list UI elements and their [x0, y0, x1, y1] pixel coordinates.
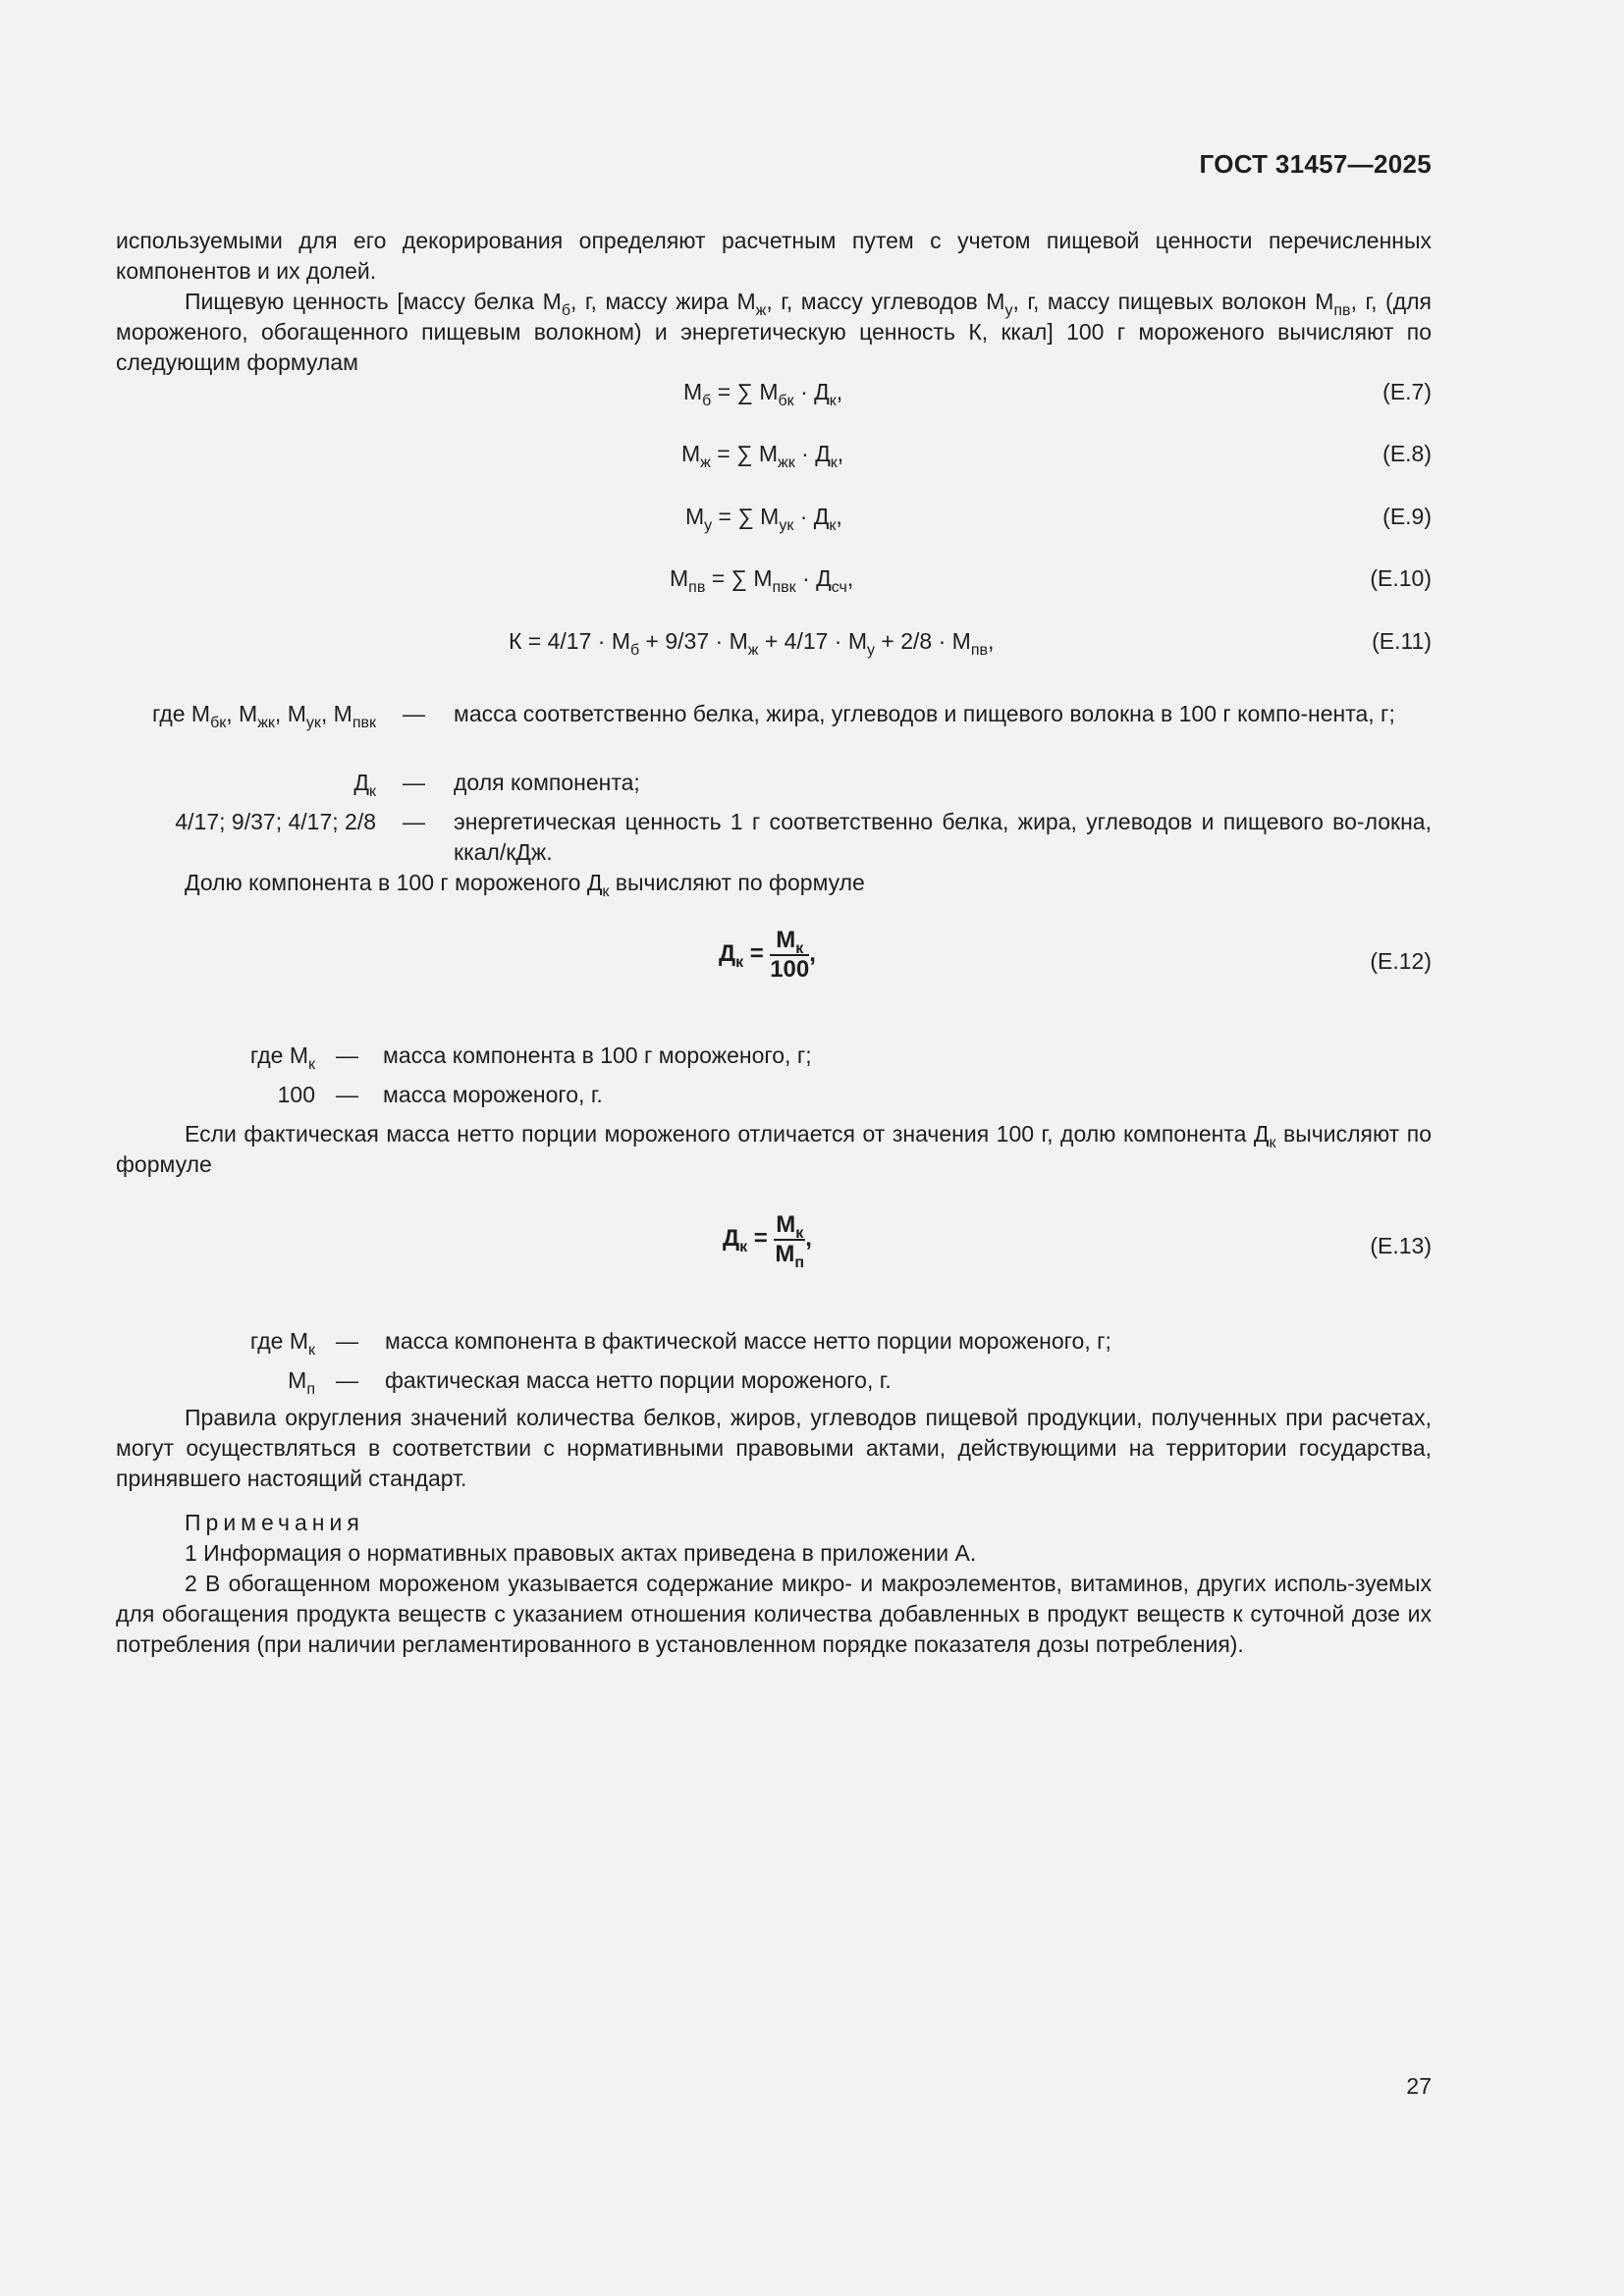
- formula-e8: [116, 439, 1432, 472]
- formula-e7-expression: $М_б$ = ∑ $М_{бк} \cdot Д_к$,: [683, 379, 843, 409]
- formula-e11-expression: $К = 4/17 \cdot М_б + 9/37 \cdot М_ж + 4/17 \cdot М_у + 2/8 \cdot М_{пв}$,: [509, 628, 995, 659]
- legend-dash: —: [403, 770, 425, 795]
- formula-e13: [116, 1211, 1432, 1280]
- formula-e9: [116, 502, 1432, 535]
- formula-e12: [116, 927, 1432, 995]
- legend-term: 100: [277, 1082, 315, 1107]
- paragraph-actual-mass: Если фактическая масса нетто порции мороженого отличается от значения 100 г, долю компонента $Д_к$ вычисляют по формуле: [116, 1121, 1432, 1177]
- legend-term: где $М_к$: [249, 1042, 315, 1073]
- legend-term: 4/17; 9/37; 4/17; 2/8: [175, 809, 376, 834]
- legend-definition: масса соответственно белка, жира, углеводов и пищевого волокна в 100 г компо-нента, г;: [454, 701, 1395, 726]
- notes-title: Примечания: [185, 1510, 364, 1535]
- document-page: [116, 0, 1432, 2296]
- note-2: 2 В обогащенном мороженом указывается содержание микро- и макроэлементов, витаминов, других исполь-зуемых для обогащения продукта веществ с указанием отношения количества добавленных в продукт веществ к суточной дозе их потребления (при наличии регламентированного в установленном порядке показателя дозы потребления).: [116, 1571, 1432, 1657]
- legend-definition: масса мороженого, г.: [383, 1082, 603, 1107]
- legend-dash: —: [336, 1367, 358, 1393]
- paragraph-intro: используемыми для его декорирования определяют расчетным путем с учетом пищевой ценности перечисленных компонентов и их долей.: [116, 228, 1432, 284]
- page-number: 27: [1406, 2073, 1432, 2099]
- paragraph-rounding-rules: Правила округления значений количества белков, жиров, углеводов пищевой продукции, полученных при расчетах, могут осуществляться в соответствии с нормативными правовыми актами, действующими на территории государства, принявшего настоящий стандарт.: [116, 1405, 1432, 1491]
- formula-e8-number: (Е.8): [1382, 441, 1432, 466]
- formula-e10-expression: $М_{пв}$ = ∑ $М_{пвк} \cdot Д_{сч}$,: [670, 565, 854, 596]
- formula-e11: [116, 626, 1432, 660]
- legend-term: где $М_{бк}$, $М_{жк}$, $М_{ук}$, $М_{пвк}$: [151, 701, 376, 731]
- formula-e11-number: (Е.11): [1372, 628, 1432, 654]
- legend-term: $Д_к$: [353, 770, 376, 800]
- legend-term: где $М_к$: [249, 1328, 315, 1359]
- legend-definition: доля компонента;: [454, 770, 640, 795]
- formula-e8-expression: $М_ж$ = ∑ $М_{жк} \cdot Д_к$,: [681, 441, 844, 471]
- legend-definition: масса компонента в фактической массе нетто порции мороженого, г;: [385, 1328, 1111, 1354]
- note-1: 1 Информация о нормативных правовых актах приведена в приложении А.: [185, 1540, 977, 1566]
- legend-definition: фактическая масса нетто порции мороженого, г.: [385, 1367, 892, 1393]
- formula-e10: [116, 563, 1432, 597]
- formula-e10-number: (Е.10): [1370, 565, 1432, 591]
- fraction: $\frac{М_к}{100}$: [770, 927, 810, 983]
- legend-definition: масса компонента в 100 г мороженого, г;: [383, 1042, 812, 1068]
- paragraph-component-share: Долю компонента в 100 г мороженого $Д_к$ вычисляют по формуле: [185, 870, 865, 900]
- formula-e7-number: (Е.7): [1382, 379, 1432, 404]
- document-header: ГОСТ 31457—2025: [1199, 149, 1432, 179]
- formula-e7: [116, 377, 1432, 410]
- legend-dash: —: [403, 701, 425, 726]
- legend-dash: —: [336, 1082, 358, 1107]
- legend-dash: —: [336, 1042, 358, 1068]
- legend-dash: —: [336, 1328, 358, 1354]
- legend-term: $М_п$: [288, 1367, 315, 1398]
- fraction: $\frac{М_к}{М_п}$: [775, 1211, 805, 1271]
- formula-e12-expression: $Д_к$ = $\frac{М_к}{100}$ ,: [719, 927, 816, 983]
- notes-section: [116, 1508, 1432, 1660]
- formula-e13-expression: $Д_к$ = $\frac{М_к}{М_п}$ ,: [723, 1211, 812, 1271]
- formula-e9-number: (Е.9): [1382, 504, 1432, 529]
- paragraph-nutrition: Пищевую ценность [массу белка $М_б$, г, массу жира $М_ж$, г, массу углеводов $М_у$, г, массу пищевых волокон $М_{пв}$, г, (для мороженого, обогащенного пищевым волокном) и энергетическую ценность К, ккал] 100 г мороженого вычисляют по следующим формулам: [116, 289, 1432, 375]
- legend-definition: энергетическая ценность 1 г соответственно белка, жира, углеводов и пищевого во-локна, ккал/кДж.: [454, 809, 1432, 865]
- formula-e12-number: (Е.12): [1370, 948, 1432, 974]
- formula-e13-number: (Е.13): [1370, 1233, 1432, 1258]
- formula-e9-expression: $М_у$ = ∑ $М_{ук} \cdot Д_к$,: [685, 504, 842, 534]
- legend-dash: —: [403, 809, 425, 834]
